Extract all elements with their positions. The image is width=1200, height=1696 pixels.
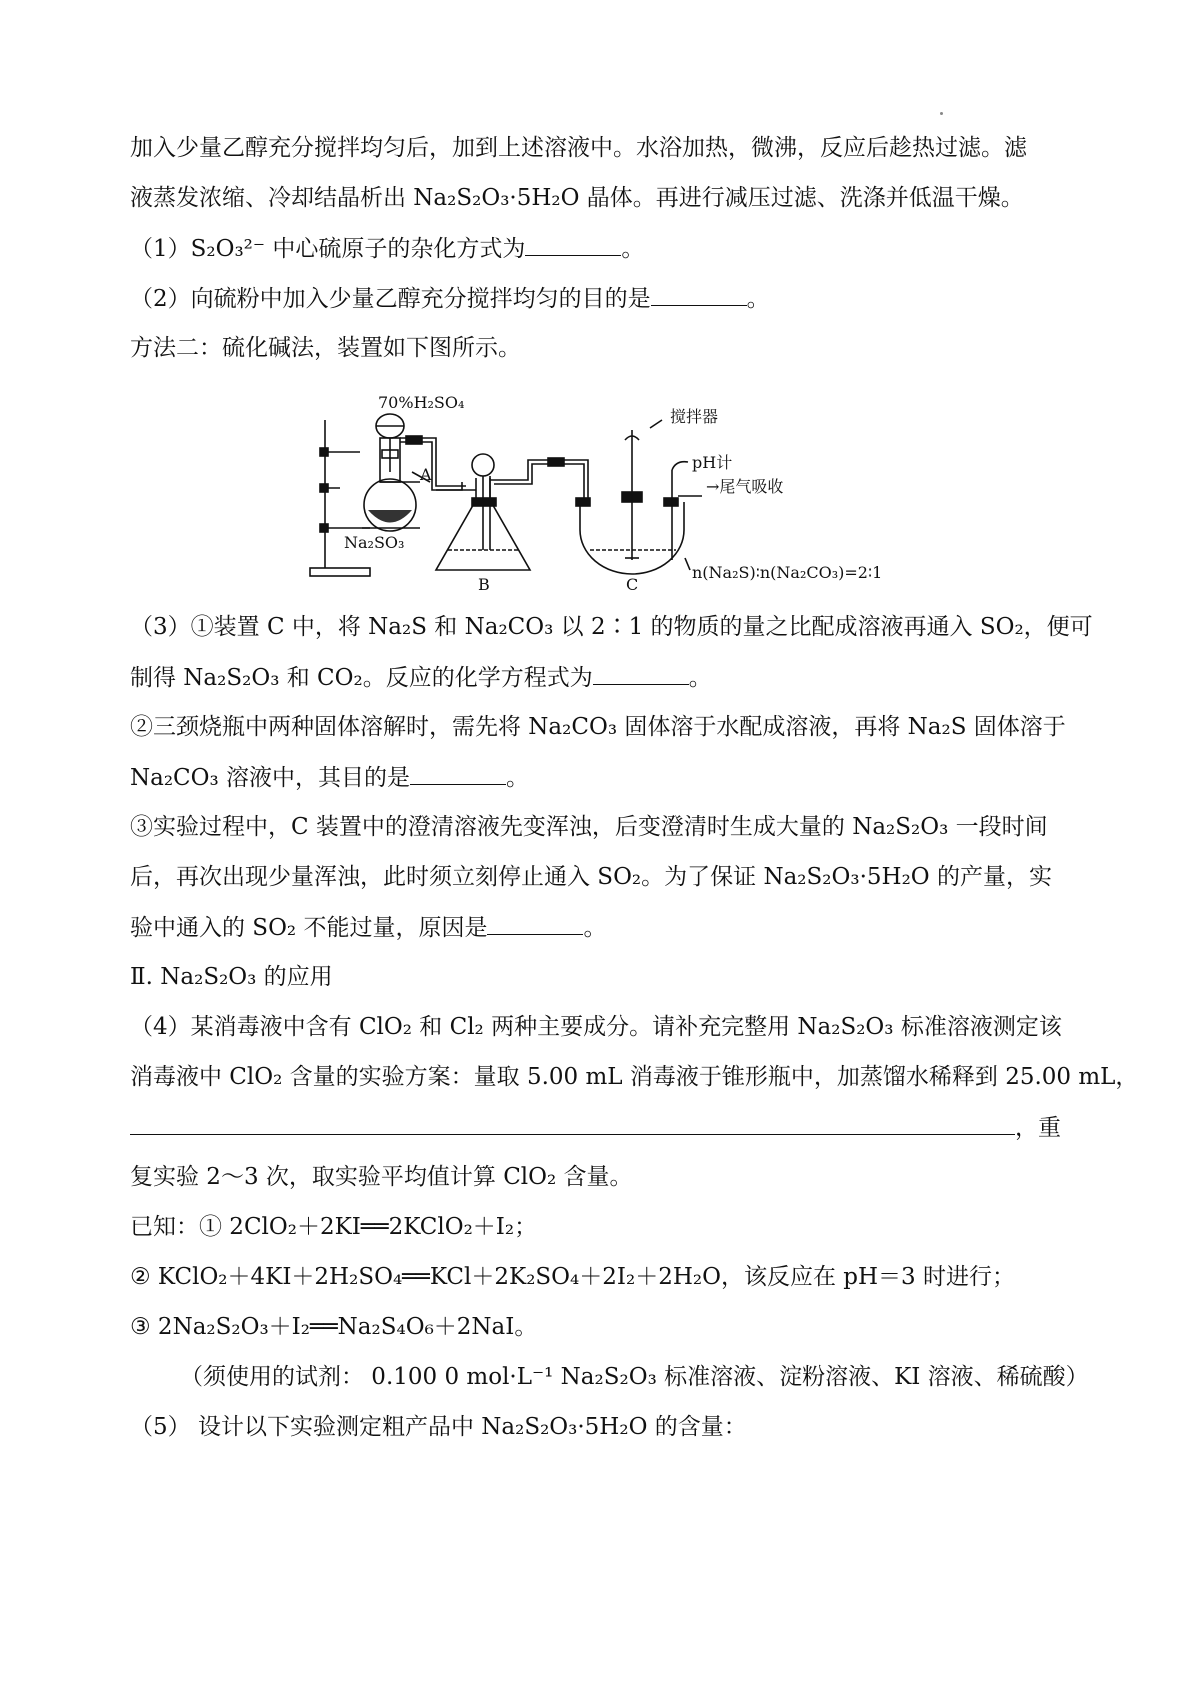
flask-a (364, 479, 416, 531)
question-3-2-end: 。 (688, 665, 712, 691)
question-3-2 (130, 662, 712, 693)
question-3-6: 后，再次出现少量浑浊，此时须立刻停止通入 SO₂。为了保证 Na₂S₂O₃·5H₂O 的产量，实 (130, 864, 1052, 890)
question-1-text: （1）S₂O₃²⁻ 中心硫原子的杂化方式为 (130, 236, 526, 262)
question-4-1: （4）某消毒液中含有 ClO₂ 和 Cl₂ 两种主要成分。请补充完整用 Na₂S₂O₃ 标准溶液测定该 (130, 1014, 1062, 1040)
label-flask-b: B (478, 575, 490, 594)
answer-blank-2[interactable] (651, 283, 747, 306)
question-5: （5） 设计以下实验测定粗产品中 Na₂S₂O₃·5H₂O 的含量： (130, 1414, 747, 1440)
answer-blank-4[interactable] (410, 762, 506, 785)
question-3-7 (130, 912, 606, 943)
para-line-2: 液蒸发浓缩、冷却结晶析出 Na₂S₂O₃·5H₂O 晶体。再进行减压过滤、洗涤并低温干燥。 (130, 185, 1024, 211)
question-1-end: 。 (621, 236, 645, 262)
label-flask-a: A (420, 465, 432, 484)
para-line-1: 加入少量乙醇充分搅拌均匀后，加到上述溶液中。水浴加热，微沸，反应后趁热过滤。滤 (130, 135, 1027, 161)
section-two-heading: Ⅱ. Na₂S₂O₃ 的应用 (130, 964, 333, 990)
label-acid: 70%H₂SO₄ (378, 393, 465, 412)
label-exhaust: →尾气吸收 (706, 477, 784, 496)
label-flask-c: C (626, 575, 639, 594)
stand-base (310, 568, 370, 576)
method-two-heading: 方法二：硫化碱法，装置如下图所示。 (130, 335, 521, 361)
answer-blank-6b[interactable] (560, 1112, 1015, 1135)
answer-blank-5[interactable] (487, 912, 583, 935)
label-ratio: n(Na₂S)∶n(Na₂CO₃)=2∶1 (692, 563, 883, 582)
question-3-4 (130, 762, 529, 793)
question-2-end: 。 (746, 286, 770, 312)
answer-blank-3[interactable] (593, 662, 689, 685)
answer-blank-6a[interactable] (130, 1112, 560, 1135)
label-ph: pH计 (692, 453, 733, 472)
question-3-7-text: 验中通入的 SO₂ 不能过量，原因是 (130, 915, 488, 941)
question-3-3: ②三颈烧瓶中两种固体溶解时，需先将 Na₂CO₃ 固体溶于水配成溶液，再将 Na₂S 固体溶于 (130, 714, 1066, 740)
question-1 (130, 233, 644, 264)
question-4-2: 消毒液中 ClO₂ 含量的实验方案：量取 5.00 mL 消毒液于锥形瓶中，加蒸馏水稀释到 25.00 mL， (130, 1064, 1139, 1090)
question-4-4: 复实验 2～3 次，取实验平均值计算 ClO₂ 含量。 (130, 1164, 633, 1190)
question-3-2-text: 制得 Na₂S₂O₃ 和 CO₂。反应的化学方程式为 (130, 665, 593, 691)
known-eq-3: ③ 2Na₂S₂O₃＋I₂══Na₂S₄O₆＋2NaI。 (130, 1314, 538, 1340)
question-4-3-end: ，重 (1015, 1115, 1061, 1141)
known-eq-2: ② KClO₂＋4KI＋2H₂SO₄══KCl＋2K₂SO₄＋2I₂＋2H₂O，该反应在 pH＝3 时进行； (130, 1264, 1015, 1290)
reagents-note: （须使用的试剂： 0.100 0 mol·L⁻¹ Na₂S₂O₃ 标准溶液、淀粉溶液、KI 溶液、稀硫酸） (180, 1364, 1089, 1390)
question-3-1: （3）①装置 C 中，将 Na₂S 和 Na₂CO₃ 以 2∶1 的物质的量之比配成溶液再通入 SO₂，便可 (130, 614, 1093, 640)
question-3-5: ③实验过程中，C 装置中的澄清溶液先变浑浊，后变澄清时生成大量的 Na₂S₂O₃ 一段时间 (130, 814, 1048, 840)
known-eq-1: 已知：① 2ClO₂＋2KI══2KClO₂＋I₂； (130, 1214, 538, 1240)
question-4-3 (130, 1112, 1061, 1143)
question-2-text: （2）向硫粉中加入少量乙醇充分搅拌均匀的目的是 (130, 286, 651, 312)
answer-blank-1[interactable] (525, 233, 621, 256)
label-solid: Na₂SO₃ (344, 533, 405, 552)
apparatus-diagram (340, 393, 883, 595)
label-stirrer: 搅拌器 (670, 407, 719, 426)
question-3-4-end: 。 (506, 765, 530, 791)
scan-dot (940, 112, 943, 115)
question-3-7-end: 。 (583, 915, 607, 941)
question-3-4-text: Na₂CO₃ 溶液中，其目的是 (130, 765, 411, 791)
question-2 (130, 283, 770, 314)
